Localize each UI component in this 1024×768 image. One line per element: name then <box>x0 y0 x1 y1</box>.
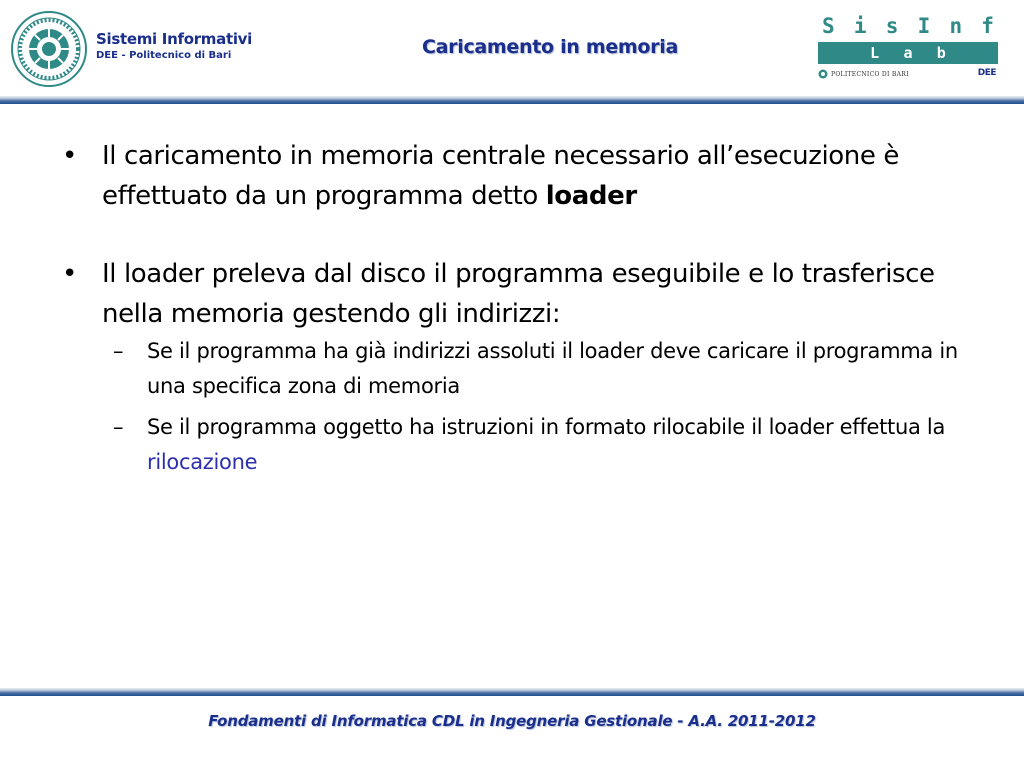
lab-letter: f <box>981 14 994 38</box>
org-subtitle: DEE - Politecnico di Bari <box>96 50 232 61</box>
lab-dee-text: DEE <box>977 68 996 78</box>
sub-bullet-item <box>60 410 980 480</box>
slide-header <box>0 0 1024 104</box>
header-divider <box>0 96 1024 104</box>
org-block <box>96 30 252 61</box>
bullet-text: Il loader preleva dal disco il programma eseguibile e lo trasferisce nella memoria gestendo gli indirizzi: <box>102 259 935 329</box>
lab-letter: s <box>885 14 899 38</box>
lab-letter: i <box>853 14 867 38</box>
bullet-text: Il caricamento in memoria centrale necessario all’esecuzione è effettuato da un programma detto <box>102 141 899 211</box>
lab-logo-band <box>818 42 998 64</box>
lab-poli-text: POLITECNICO DI BARI <box>831 70 909 78</box>
highlighted-term: rilocazione <box>147 450 258 474</box>
bullet-glyph: • <box>62 259 77 289</box>
bullet-item <box>60 136 980 216</box>
footer-divider <box>0 688 1024 696</box>
bullet-bold-term: loader <box>545 181 637 211</box>
lab-letter: I <box>917 14 931 38</box>
sub-bullet-glyph: – <box>113 415 124 439</box>
lab-band-letter: L <box>870 44 880 62</box>
sub-bullet-glyph: – <box>113 339 124 363</box>
sisinf-lab-logo <box>818 14 998 82</box>
sub-bullet-item <box>60 334 980 404</box>
slide-footer: Fondamenti di Informatica CDL in Ingegneria Gestionale - A.A. 2011-2012 <box>208 712 816 730</box>
sub-bullet-text: Se il programma oggetto ha istruzioni in formato rilocabile il loader effettua la <box>147 415 946 439</box>
lab-logo-bottom <box>818 68 998 80</box>
lab-logo-top <box>818 14 998 40</box>
sub-bullet-text: Se il programma ha già indirizzi assoluti il loader deve caricare il programma in una specifica zona di memoria <box>147 339 958 398</box>
lab-letter: n <box>949 14 963 38</box>
slide-title: Caricamento in memoria <box>422 36 678 58</box>
gear-icon <box>818 69 828 79</box>
lab-band-letter: b <box>936 44 946 62</box>
org-name: Sistemi Informativi <box>96 30 252 48</box>
slide-body <box>60 136 980 480</box>
university-seal-icon <box>10 10 88 88</box>
lab-band-letter: a <box>903 44 913 62</box>
lab-letter: S <box>822 14 835 38</box>
bullet-item <box>60 254 980 334</box>
bullet-glyph: • <box>62 141 77 171</box>
